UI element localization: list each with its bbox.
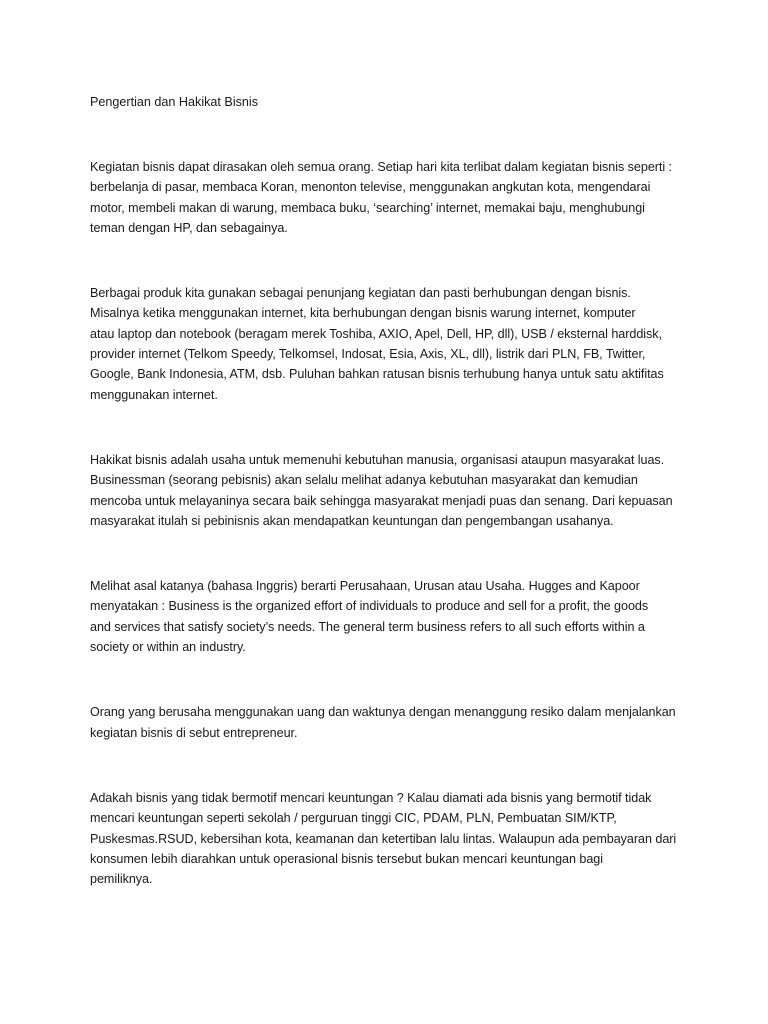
text-line: society or within an industry. bbox=[90, 640, 246, 655]
spacer bbox=[90, 743, 690, 788]
text-line: Orang yang berusaha menggunakan uang dan waktunya dengan menanggung resiko dalam menjalankan bbox=[90, 705, 676, 720]
text-line: menyatakan : Business is the organized effort of individuals to produce and sell for a profit, the goods bbox=[90, 599, 649, 614]
spacer bbox=[90, 238, 690, 283]
text-line: mencoba untuk melayaninya secara baik sehingga masyarakat menjadi puas dan senang. Dari kepuasan bbox=[90, 493, 673, 508]
spacer bbox=[90, 405, 690, 450]
text-line: teman dengan HP, dan sebagainya. bbox=[90, 220, 288, 235]
text-line: konsumen lebih diarahkan untuk operasional bisnis tersebut bukan mencari keuntungan bagi bbox=[90, 851, 603, 866]
text-line: provider internet (Telkom Speedy, Telkomsel, Indosat, Esia, Axis, XL, dll), listrik dari PLN, FB, Twitter, bbox=[90, 347, 646, 362]
text-line: Melihat asal katanya (bahasa Inggris) berarti Perusahaan, Urusan atau Usaha. Hugges and Kapoor bbox=[90, 579, 640, 594]
text-line: Google, Bank Indonesia, ATM, dsb. Puluhan bahkan ratusan bisnis terhubung hanya untuk satu aktifitas bbox=[90, 367, 664, 382]
paragraph bbox=[90, 450, 690, 531]
spacer bbox=[90, 531, 690, 576]
text-line: pemiliknya. bbox=[90, 872, 153, 887]
spacer bbox=[90, 112, 690, 157]
text-line: Adakah bisnis yang tidak bermotif mencari keuntungan ? Kalau diamati ada bisnis yang bermotif tidak bbox=[90, 790, 652, 805]
text-line: Hakikat bisnis adalah usaha untuk memenuhi kebutuhan manusia, organisasi ataupun masyarakat luas. bbox=[90, 452, 665, 467]
paragraph bbox=[90, 157, 690, 238]
document-title: Pengertian dan Hakikat Bisnis bbox=[90, 95, 259, 109]
paragraph bbox=[90, 576, 690, 657]
paragraph bbox=[90, 283, 690, 405]
text-line: mencari keuntungan seperti sekolah / perguruan tinggi CIC, PDAM, PLN, Pembuatan SIM/KTP, bbox=[90, 811, 617, 826]
paragraph bbox=[90, 702, 690, 743]
text-line: Berbagai produk kita gunakan sebagai penunjang kegiatan dan pasti berhubungan dengan bisnis. bbox=[90, 286, 631, 301]
text-line: Kegiatan bisnis dapat dirasakan oleh semua orang. Setiap hari kita terlibat dalam kegiatan bisnis seperti : bbox=[90, 160, 673, 174]
text-line: motor, membeli makan di warung, membaca buku, ‘searching’ internet, memakai baju, menghubungi bbox=[90, 200, 645, 215]
text-line: Misalnya ketika menggunakan internet, kita berhubungan dengan bisnis warung internet, komputer bbox=[90, 306, 636, 321]
text-line: and services that satisfy society’s needs. The general term business refers to all such efforts within a bbox=[90, 619, 645, 634]
text-line: menggunakan internet. bbox=[90, 387, 218, 402]
document-content bbox=[90, 92, 690, 889]
text-line: Businessman (seorang pebisnis) akan selalu melihat adanya kebutuhan masyarakat dan kemudian bbox=[90, 473, 638, 488]
text-line: Puskesmas.RSUD, kebersihan kota, keamanan dan ketertiban lalu lintas. Walaupun ada pembayaran dari bbox=[90, 831, 677, 846]
spacer bbox=[90, 657, 690, 702]
text-line: kegiatan bisnis di sebut entrepreneur. bbox=[90, 725, 298, 740]
text-line: masyarakat itulah si pebinisnis akan mendapatkan keuntungan dan pengembangan usahanya. bbox=[90, 513, 614, 528]
paragraph bbox=[90, 788, 690, 889]
text-line: atau laptop dan notebook (beragam merek Toshiba, AXIO, Apel, Dell, HP, dll), USB / eksternal harddisk, bbox=[90, 326, 662, 341]
text-line: berbelanja di pasar, membaca Koran, menonton televise, menggunakan angkutan kota, mengendarai bbox=[90, 180, 651, 195]
